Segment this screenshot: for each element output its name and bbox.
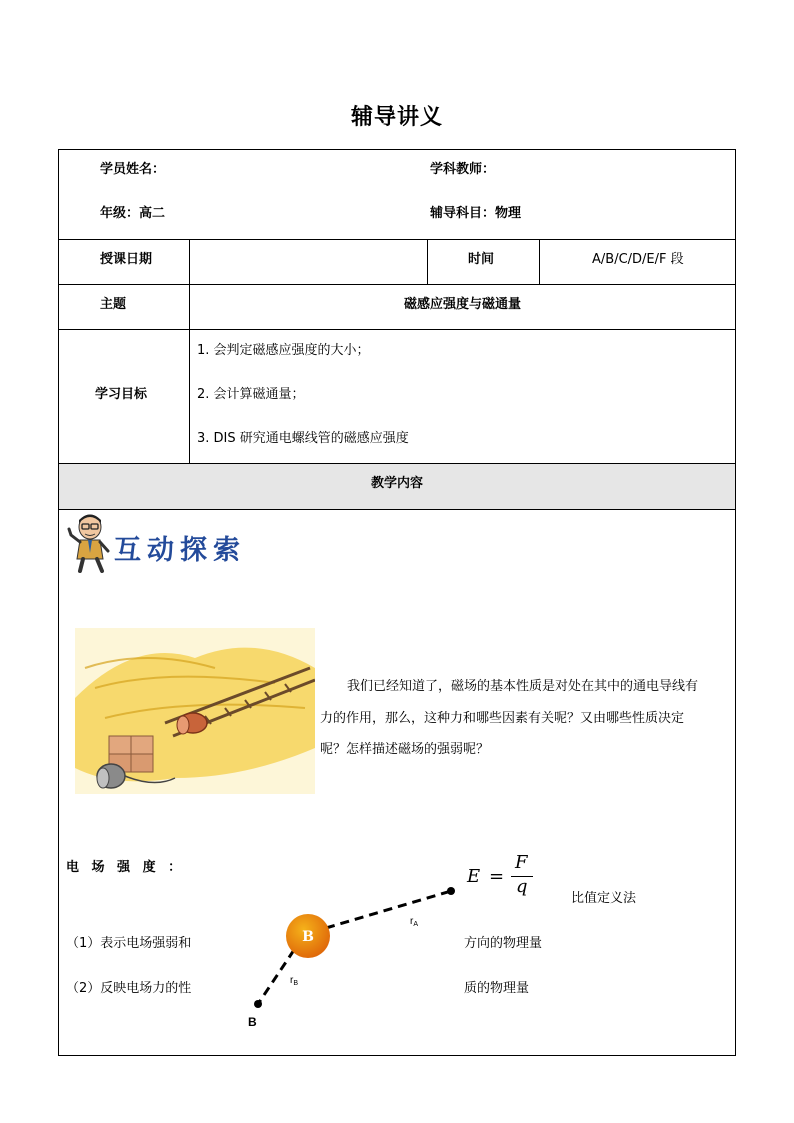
formula-numerator: F (515, 852, 528, 873)
subject-label: 辅导科目：物理 (430, 206, 522, 221)
rB-label: $r_B$ (290, 975, 299, 987)
formula-equals: = (489, 866, 505, 887)
goal-item: 3. DIS 研究通电螺线管的磁感应强度 (197, 431, 409, 446)
field-item-right: 质的物理量 (464, 981, 530, 996)
col-divider (189, 239, 190, 463)
ratio-definition: 比值定义法 (571, 891, 637, 906)
teacher-label: 学科教师： (430, 162, 496, 177)
rA-label: $r_A$ (410, 916, 419, 928)
formula (467, 852, 537, 900)
goals-label: 学习目标 (95, 387, 148, 402)
charge-diagram (240, 880, 470, 1030)
field-item-left: （1）表示电场强弱和 (66, 936, 192, 951)
student-name-label: 学员姓名： (100, 162, 166, 177)
grade-label: 年级：高二 (100, 206, 166, 221)
goal-item: 1. 会判定磁感应强度的大小； (197, 343, 370, 358)
field-point-A (447, 887, 455, 895)
teacher-figure-icon (66, 513, 114, 573)
point-B-label: B (248, 1015, 257, 1029)
col-divider (539, 239, 540, 284)
rail-coil-illustration (75, 628, 315, 794)
date-label: 授课日期 (100, 252, 153, 267)
row-divider (58, 329, 736, 330)
rA-dashed-line (326, 891, 451, 928)
row-divider (58, 239, 736, 240)
rB-dashed-line (258, 950, 294, 1004)
section-banner-title: 互动探索 (114, 535, 246, 566)
time-label: 时间 (468, 252, 495, 267)
intro-line: 我们已经知道了，磁场的基本性质是对处在其中的通电导线有 (347, 679, 699, 694)
topic-value: 磁感应强度与磁通量 (403, 297, 521, 312)
formula-E: E (467, 866, 481, 887)
col-divider (427, 239, 428, 284)
time-value: A/B/C/D/E/F 段 (592, 252, 684, 267)
intro-line: 呢？怎样描述磁场的强弱呢？ (320, 742, 490, 757)
field-item-left: （2）反映电场力的性 (66, 981, 192, 996)
formula-denominator: q (516, 876, 528, 897)
field-item-right: 方向的物理量 (464, 936, 543, 951)
charge-label: B (302, 929, 314, 945)
row-divider (58, 509, 736, 510)
row-divider (58, 284, 736, 285)
page-title: 辅导讲义 (350, 105, 443, 130)
intro-line: 力的作用，那么，这种力和哪些因素有关呢？又由哪些性质决定 (320, 711, 685, 726)
field-point-B (254, 1000, 262, 1008)
field-strength-heading: 电 场 强 度 ： (66, 860, 186, 875)
content-header: 教学内容 (370, 476, 423, 491)
topic-label: 主题 (100, 297, 127, 312)
goal-item: 2. 会计算磁通量； (197, 387, 305, 402)
